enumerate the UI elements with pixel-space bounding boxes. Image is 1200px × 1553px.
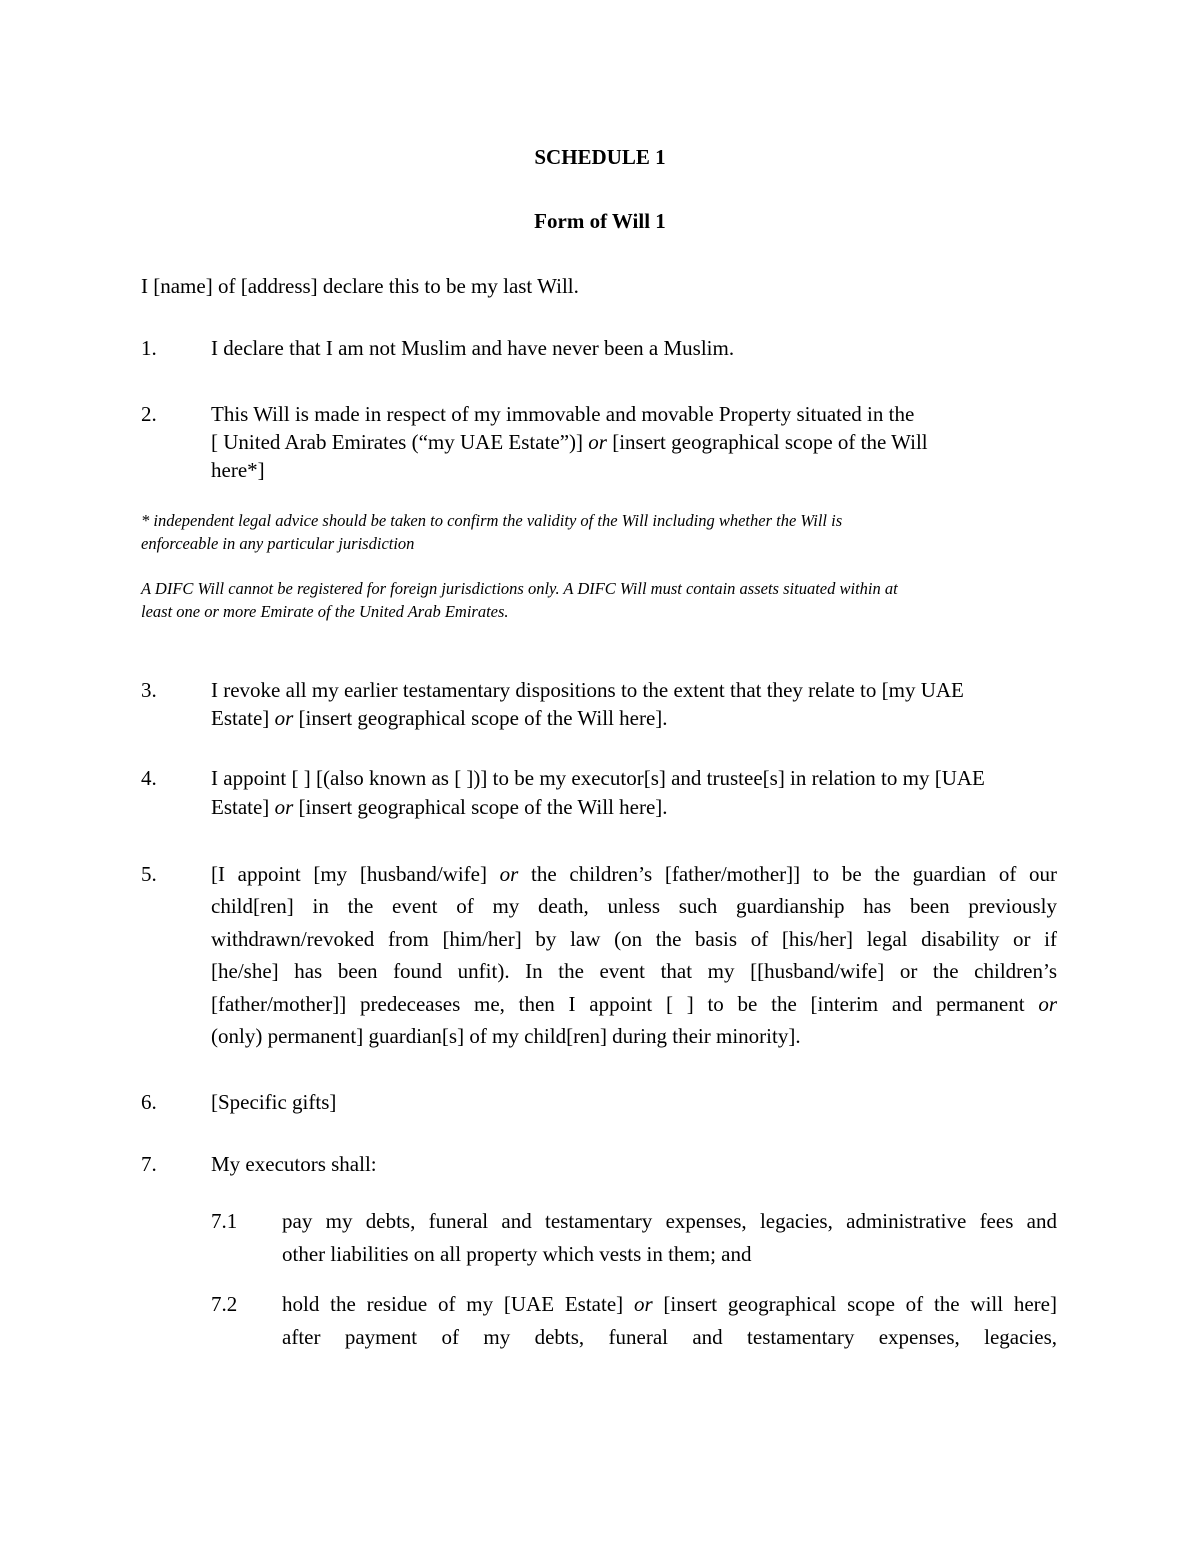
clause-5-line-3: withdrawn/revoked from [him/her] by law (on the basis of [his/her] legal disability or if xyxy=(211,927,1057,951)
clause-3-line-2: Estate] or [insert geographical scope of the Will here]. xyxy=(211,706,668,730)
clause-7-2-number: 7.2 xyxy=(211,1292,238,1316)
clause-2-line-2: [ United Arab Emirates (“my UAE Estate”)] or [insert geographical scope of the Will xyxy=(211,430,928,454)
clause-7-2-line-1: hold the residue of my [UAE Estate] or [insert geographical scope of the will here] xyxy=(282,1292,1057,1316)
difc-note-line-1: A DIFC Will cannot be registered for foreign jurisdictions only. A DIFC Will must contain assets situated within at xyxy=(141,579,898,598)
legal-advice-note-line-1: * independent legal advice should be taken to confirm the validity of the Will including whether the Will is xyxy=(141,511,843,530)
intro-paragraph: I [name] of [address] declare this to be my last Will. xyxy=(141,274,579,298)
clause-7-text: My executors shall: xyxy=(211,1152,377,1176)
clause-4-line-2: Estate] or [insert geographical scope of the Will here]. xyxy=(211,795,668,819)
difc-note-line-2: least one or more Emirate of the United Arab Emirates. xyxy=(141,602,509,621)
clause-5-number: 5. xyxy=(141,862,157,886)
clause-2-line-1: This Will is made in respect of my immovable and movable Property situated in the xyxy=(211,402,915,426)
clause-5-line-2: child[ren] in the event of my death, unless such guardianship has been previously xyxy=(211,894,1057,918)
clause-7-1-line-1: pay my debts, funeral and testamentary expenses, legacies, administrative fees and xyxy=(282,1209,1057,1233)
clause-1-number: 1. xyxy=(141,336,157,360)
clause-7-2-line-2: after payment of my debts, funeral and testamentary expenses, legacies, xyxy=(282,1325,1057,1349)
clause-5-line-5: [father/mother]] predeceases me, then I appoint [ ] to be the [interim and permanent or xyxy=(211,992,1057,1016)
clause-7-number: 7. xyxy=(141,1152,157,1176)
clause-2-line-3: here*] xyxy=(211,458,265,482)
clause-6-text: [Specific gifts] xyxy=(211,1090,337,1114)
clause-3-line-1: I revoke all my earlier testamentary dispositions to the extent that they relate to [my UAE xyxy=(211,678,964,702)
clause-7-1-line-2: other liabilities on all property which vests in them; and xyxy=(282,1242,752,1266)
clause-4-line-1: I appoint [ ] [(also known as [ ])] to be my executor[s] and trustee[s] in relation to my [UAE xyxy=(211,766,985,790)
clause-1-text: I declare that I am not Muslim and have never been a Muslim. xyxy=(211,336,735,360)
clause-5-line-6: (only) permanent] guardian[s] of my child[ren] during their minority]. xyxy=(211,1024,801,1048)
clause-5-line-1: [I appoint [my [husband/wife] or the children’s [father/mother]] to be the guardian of our xyxy=(211,862,1057,886)
clause-6-number: 6. xyxy=(141,1090,157,1114)
schedule-title: SCHEDULE 1 xyxy=(534,145,666,169)
clause-3-number: 3. xyxy=(141,678,157,702)
legal-advice-note-line-2: enforceable in any particular jurisdiction xyxy=(141,534,415,553)
clause-2-number: 2. xyxy=(141,402,157,426)
form-title: Form of Will 1 xyxy=(534,209,666,233)
clause-4-number: 4. xyxy=(141,766,157,790)
clause-5-line-4: [he/she] has been found unfit). In the event that my [[husband/wife] or the children’s xyxy=(211,959,1057,983)
clause-7-1-number: 7.1 xyxy=(211,1209,238,1233)
